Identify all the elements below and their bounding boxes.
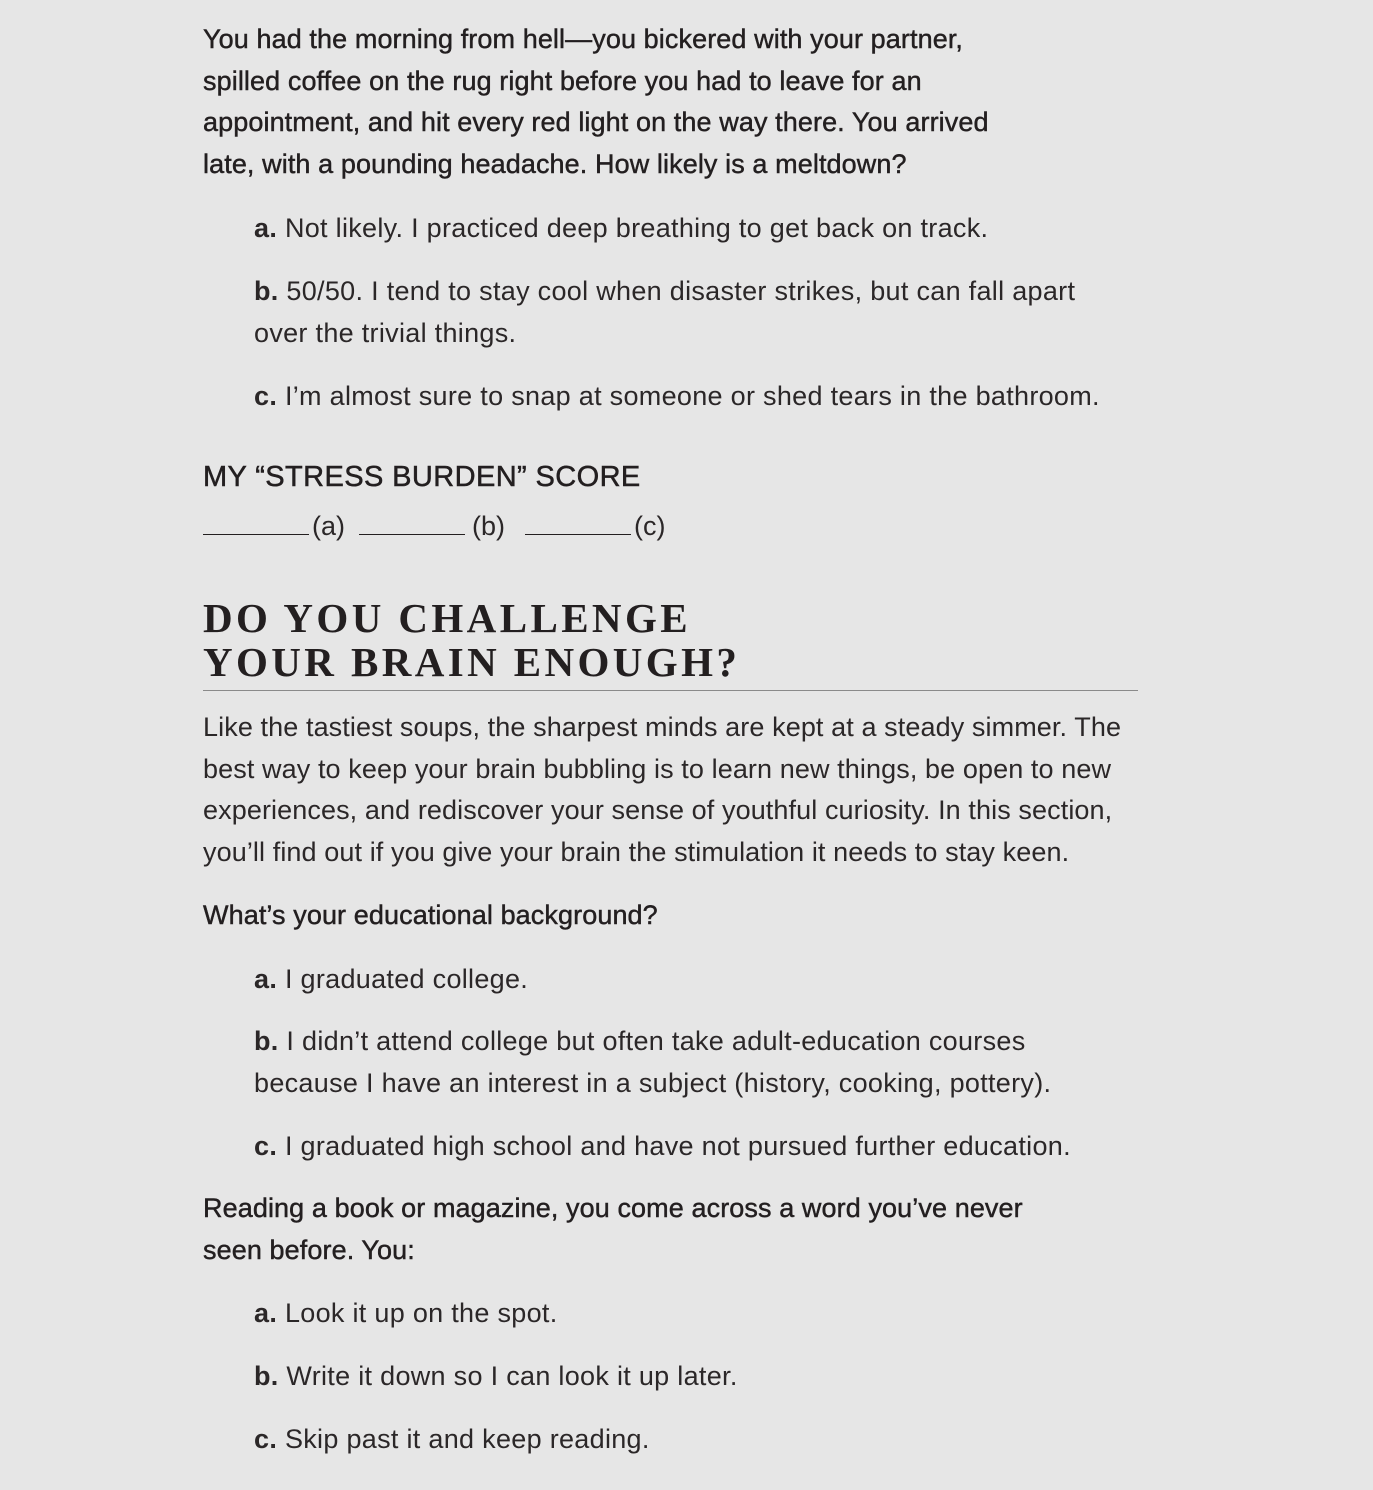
option-c[interactable] xyxy=(203,375,1189,417)
option-letter: c. xyxy=(254,1424,278,1454)
heading-line: DO YOU CHALLENGE xyxy=(203,595,691,641)
option-letter: b. xyxy=(254,1026,279,1056)
option-b[interactable] xyxy=(203,1355,1189,1397)
option-letter: b. xyxy=(254,1361,279,1391)
question-education: What’s your educational background? xyxy=(203,900,658,930)
question-line: seen before. You: xyxy=(203,1234,415,1265)
option-a[interactable] xyxy=(203,207,1189,249)
option-letter: c. xyxy=(254,1131,278,1161)
option-letter: a. xyxy=(254,213,278,243)
score-blanks xyxy=(203,508,665,544)
option-text: Skip past it and keep reading. xyxy=(284,1424,650,1454)
question-line: late, with a pounding headache. How likely is a meltdown? xyxy=(203,148,907,179)
option-c[interactable] xyxy=(203,1418,1189,1460)
score-label-b: (b) xyxy=(472,511,505,541)
section-divider xyxy=(203,690,1138,691)
option-a[interactable] xyxy=(203,1292,1189,1334)
option-text: over the trivial things. xyxy=(254,318,517,348)
score-blank-a[interactable] xyxy=(203,533,309,535)
option-c[interactable] xyxy=(203,1125,1189,1167)
intro-line: best way to keep your brain bubbling is to learn new things, be open to new xyxy=(203,753,1112,784)
score-blank-c[interactable] xyxy=(525,533,631,535)
score-title: MY “STRESS BURDEN” SCORE xyxy=(203,461,641,493)
option-letter: a. xyxy=(254,1298,278,1328)
option-letter: c. xyxy=(254,381,278,411)
question-text xyxy=(203,19,1138,185)
option-text: Write it down so I can look it up later. xyxy=(286,1361,738,1391)
option-a[interactable] xyxy=(203,958,1189,1000)
question-line: spilled coffee on the rug right before you had to leave for an xyxy=(203,65,922,96)
section-heading xyxy=(203,596,740,684)
score-label-c: (c) xyxy=(634,511,666,541)
option-b[interactable] xyxy=(203,1020,1189,1104)
option-letter: a. xyxy=(254,964,278,994)
option-b[interactable] xyxy=(203,270,1189,354)
section-intro xyxy=(203,707,1143,873)
option-text: Not likely. I practiced deep breathing to get back on track. xyxy=(284,213,989,243)
option-text: 50/50. I tend to stay cool when disaster strikes, but can fall apart xyxy=(286,276,1076,306)
option-text: because I have an interest in a subject (history, cooking, pottery). xyxy=(254,1068,1052,1098)
question-meltdown xyxy=(203,19,1138,185)
option-text: I didn’t attend college but often take adult-education courses xyxy=(286,1026,1026,1056)
intro-line: experiences, and rediscover your sense of youthful curiosity. In this section, xyxy=(203,795,1113,825)
question-line: Reading a book or magazine, you come across a word you’ve never xyxy=(203,1193,1023,1223)
question-line: appointment, and hit every red light on the way there. You arrived xyxy=(203,107,989,137)
option-text: I graduated high school and have not pursued further education. xyxy=(284,1131,1071,1161)
question-line: You had the morning from hell—you bickered with your partner, xyxy=(203,24,964,54)
score-label-a: (a) xyxy=(312,511,345,541)
option-text: I graduated college. xyxy=(284,964,529,994)
option-text: Look it up on the spot. xyxy=(284,1298,558,1328)
question-new-word xyxy=(203,1188,1138,1271)
option-text: I’m almost sure to snap at someone or shed tears in the bathroom. xyxy=(284,381,1100,411)
heading-line: YOUR BRAIN ENOUGH? xyxy=(203,639,741,685)
intro-line: Like the tastiest soups, the sharpest minds are kept at a steady simmer. The xyxy=(203,712,1122,742)
intro-line: you’ll find out if you give your brain the stimulation it needs to stay keen. xyxy=(203,836,1070,867)
option-letter: b. xyxy=(254,276,279,306)
score-blank-b[interactable] xyxy=(359,533,465,535)
